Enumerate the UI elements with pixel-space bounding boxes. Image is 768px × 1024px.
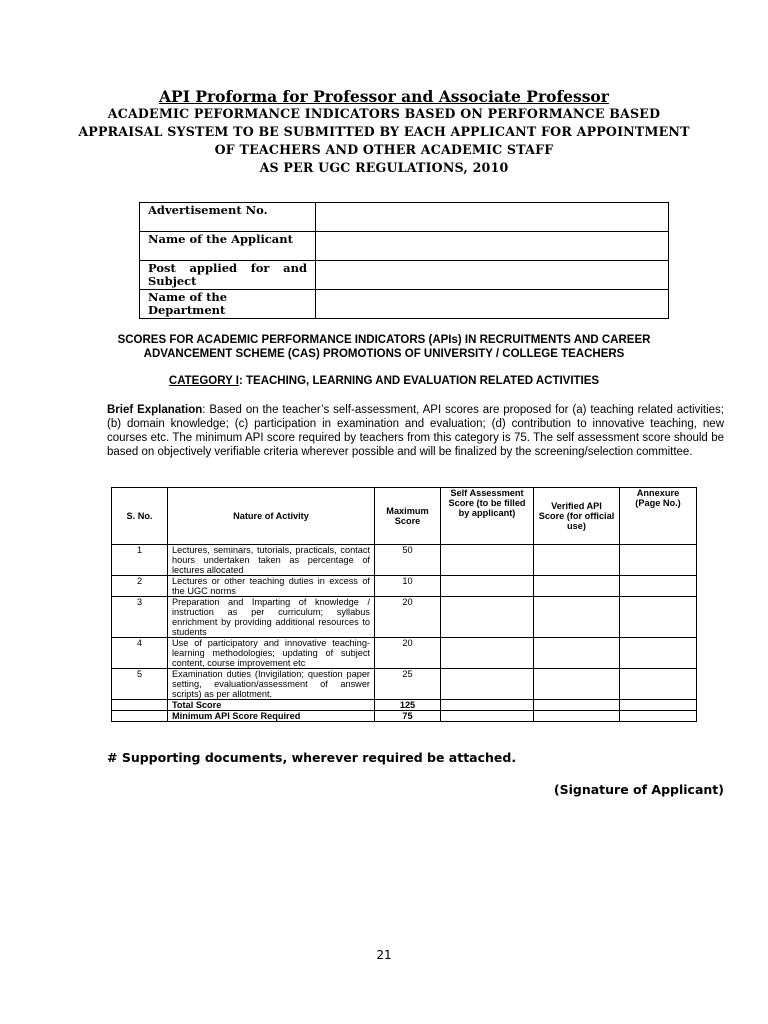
table-row <box>140 203 669 232</box>
annexure-cell[interactable] <box>620 576 697 597</box>
table-row <box>112 576 697 597</box>
minimum-score-row <box>112 711 697 722</box>
row-sno: 5 <box>112 669 168 700</box>
scores-heading <box>0 333 768 361</box>
category-label: CATEGORY I <box>168 375 239 387</box>
department-label: Name of the Department <box>140 290 316 319</box>
row-maximum-score: 20 <box>375 597 441 638</box>
row-activity: Lectures or other teaching duties in excess of the UGC norms <box>168 576 375 597</box>
signature-of-applicant: (Signature of Applicant) <box>553 782 724 797</box>
header-annexure: Annexure (Page No.) <box>620 488 697 545</box>
annexure-cell[interactable] <box>620 638 697 669</box>
scores-heading-line-2: ADVANCEMENT SCHEME (CAS) PROMOTIONS OF UNIVERSITY / COLLEGE TEACHERS <box>143 348 625 360</box>
brief-explanation <box>107 403 724 459</box>
header-nature-of-activity: Nature of Activity <box>168 488 375 545</box>
advertisement-no-field[interactable] <box>315 203 668 232</box>
subtitle-line-4: AS PER UGC REGULATIONS, 2010 <box>259 160 509 175</box>
verified-score-cell[interactable] <box>534 597 620 638</box>
row-sno: 1 <box>112 545 168 576</box>
minimum-score-label: Minimum API Score Required <box>168 711 375 722</box>
annexure-cell[interactable] <box>620 545 697 576</box>
self-assessment-total-cell[interactable] <box>441 700 534 711</box>
row-sno: 3 <box>112 597 168 638</box>
row-activity: Preparation and Imparting of knowledge / instruction as per curriculum; syllabus enrichment by providing additional resources to students <box>168 597 375 638</box>
post-applied-label <box>140 261 316 290</box>
self-assessment-cell[interactable] <box>441 576 534 597</box>
category-text: : TEACHING, LEARNING AND EVALUATION RELATED ACTIVITIES <box>238 375 600 387</box>
table-row <box>112 669 697 700</box>
brief-explanation-text: : Based on the teacher’s self-assessment, API scores are proposed for (a) teaching related activities; (b) domain knowledge; (c) participation in examination and evaluation; (d) contribution to innovative teaching, new courses etc. The minimum API score required by teachers from this category is 75. The self assessment score should be based on objectively verifiable criteria wherever possible and will be finalized by the screening/selection committee. <box>107 404 725 458</box>
total-score-label: Total Score <box>168 700 375 711</box>
activity-score-table <box>111 487 697 722</box>
post-applied-label-line-2: Subject <box>148 274 197 288</box>
subtitle-line-3: OF TEACHERS AND OTHER ACADEMIC STAFF <box>214 142 554 157</box>
row-maximum-score: 10 <box>375 576 441 597</box>
total-score-value: 125 <box>375 700 441 711</box>
applicant-name-label: Name of the Applicant <box>140 232 316 261</box>
verified-score-cell[interactable] <box>534 576 620 597</box>
verified-score-cell[interactable] <box>534 545 620 576</box>
table-row <box>112 597 697 638</box>
verified-score-cell[interactable] <box>534 669 620 700</box>
applicant-info-table <box>139 202 669 319</box>
supporting-documents-note: # Supporting documents, wherever required be attached. <box>107 750 517 765</box>
header-verified-api-score: Verified API Score (for official use) <box>534 488 620 545</box>
table-row <box>140 290 669 319</box>
table-row <box>140 261 669 290</box>
post-applied-field[interactable] <box>315 261 668 290</box>
department-field[interactable] <box>315 290 668 319</box>
row-maximum-score: 25 <box>375 669 441 700</box>
table-header-row <box>112 488 697 545</box>
header-maximum-score: Maximum Score <box>375 488 441 545</box>
self-assessment-cell[interactable] <box>441 597 534 638</box>
table-row <box>140 232 669 261</box>
verified-total-cell[interactable] <box>534 700 620 711</box>
header-self-assessment-score: Self Assessment Score (to be filled by applicant) <box>441 488 534 545</box>
category-heading <box>0 375 768 387</box>
annexure-cell[interactable] <box>620 669 697 700</box>
self-assessment-cell[interactable] <box>441 545 534 576</box>
table-row <box>112 545 697 576</box>
row-activity: Use of participatory and innovative teaching-learning methodologies; updating of subject content, course improvement etc <box>168 638 375 669</box>
advertisement-no-label: Advertisement No. <box>140 203 316 232</box>
row-maximum-score: 20 <box>375 638 441 669</box>
post-applied-label-line-1: Post applied for and <box>148 261 307 275</box>
table-row <box>112 638 697 669</box>
brief-explanation-label: Brief Explanation <box>107 404 203 416</box>
page-number: 21 <box>376 948 392 962</box>
applicant-name-field[interactable] <box>315 232 668 261</box>
annexure-cell[interactable] <box>620 597 697 638</box>
subtitle-line-1: ACADEMIC PEFORMANCE INDICATORS BASED ON PERFORMANCE BASED <box>107 106 661 121</box>
self-assessment-cell[interactable] <box>441 669 534 700</box>
row-sno: 2 <box>112 576 168 597</box>
self-assessment-cell[interactable] <box>441 638 534 669</box>
row-activity: Examination duties (Invigilation; question paper setting, evaluation/assessment of answer scripts) as per allotment. <box>168 669 375 700</box>
row-activity: Lectures, seminars, tutorials, practicals, contact hours undertaken taken as percentage of lectures allocated <box>168 545 375 576</box>
row-maximum-score: 50 <box>375 545 441 576</box>
row-sno: 4 <box>112 638 168 669</box>
total-score-row <box>112 700 697 711</box>
subtitle-line-2: APPRAISAL SYSTEM TO BE SUBMITTED BY EACH APPLICANT FOR APPOINTMENT <box>78 124 690 139</box>
page-title: API Proforma for Professor and Associate Professor <box>159 87 609 106</box>
verified-score-cell[interactable] <box>534 638 620 669</box>
scores-heading-line-1: SCORES FOR ACADEMIC PERFORMANCE INDICATORS (APIs) IN RECRUITMENTS AND CAREER <box>117 334 651 346</box>
minimum-score-value: 75 <box>375 711 441 722</box>
header-sno: S. No. <box>112 488 168 545</box>
